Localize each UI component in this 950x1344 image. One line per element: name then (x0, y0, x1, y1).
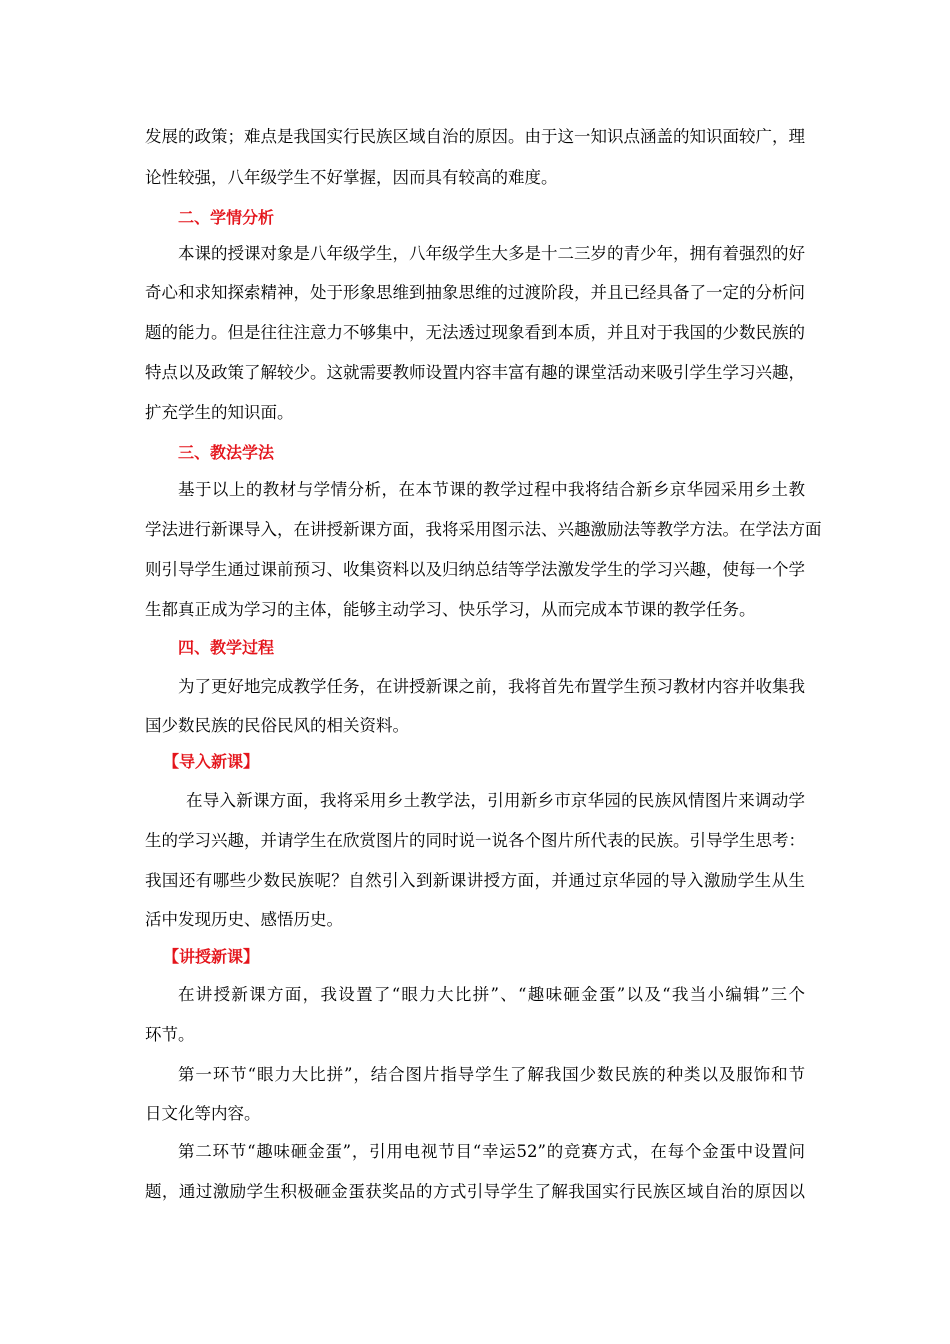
subheading-introduce-new-lesson: 【导入新课】 (163, 752, 260, 771)
paragraph-line: 环节。 (145, 1025, 195, 1044)
paragraph-line: 题，通过激励学生积极砸金蛋获奖品的方式引导学生了解我国实行民族区域自治的原因以 (145, 1182, 805, 1201)
subheading-teach-new-lesson: 【讲授新课】 (163, 947, 260, 966)
paragraph-line: 国少数民族的民俗民风的相关资料。 (145, 716, 409, 735)
paragraph-line: 基于以上的教材与学情分析，在本节课的教学过程中我将结合新乡京华园采用乡土教 (178, 480, 805, 499)
paragraph-line: 在讲授新课方面，我设置了“眼力大比拼”、“趣味砸金蛋”以及“我当小编辑”三个 (178, 985, 805, 1004)
paragraph-line: 学法进行新课导入，在讲授新课方面，我将采用图示法、兴趣激励法等教学方法。在学法方面 (145, 520, 822, 539)
paragraph-line: 生的学习兴趣，并请学生在欣赏图片的同时说一说各个图片所代表的民族。引导学生思考： (145, 831, 805, 850)
paragraph-line: 发展的政策；难点是我国实行民族区域自治的原因。由于这一知识点涵盖的知识面较广，理 (145, 127, 805, 146)
paragraph-line: 日文化等内容。 (145, 1104, 261, 1123)
section-heading-learning-analysis: 二、学情分析 (178, 208, 275, 227)
paragraph-line: 活中发现历史、感悟历史。 (145, 910, 343, 929)
paragraph-line: 题的能力。但是往往注意力不够集中，无法透过现象看到本质，并且对于我国的少数民族的 (145, 323, 805, 342)
paragraph-line: 我国还有哪些少数民族呢？自然引入到新课讲授方面，并通过京华园的导入激励学生从生 (145, 871, 805, 890)
paragraph-line: 第一环节“眼力大比拼”，结合图片指导学生了解我国少数民族的种类以及服饰和节 (178, 1065, 805, 1084)
paragraph-line: 第二环节“趣味砸金蛋”，引用电视节目“幸运52”的竞赛方式，在每个金蛋中设置问 (178, 1142, 805, 1161)
paragraph-line: 生都真正成为学习的主体，能够主动学习、快乐学习，从而完成本节课的教学任务。 (145, 600, 756, 619)
paragraph-line: 扩充学生的知识面。 (145, 403, 294, 422)
paragraph-line: 在导入新课方面，我将采用乡土教学法，引用新乡市京华园的民族风情图片来调动学 (186, 791, 805, 810)
paragraph-line: 为了更好地完成教学任务，在讲授新课之前，我将首先布置学生预习教材内容并收集我 (178, 677, 805, 696)
paragraph-line: 本课的授课对象是八年级学生，八年级学生大多是十二三岁的青少年，拥有着强烈的好 (178, 244, 805, 263)
paragraph-line: 则引导学生通过课前预习、收集资料以及归纳总结等学法激发学生的学习兴趣，使每一个学 (145, 560, 805, 579)
paragraph-line: 特点以及政策了解较少。这就需要教师设置内容丰富有趣的课堂活动来吸引学生学习兴趣， (145, 363, 805, 382)
section-heading-teaching-process: 四、教学过程 (178, 638, 275, 657)
section-heading-teaching-methods: 三、教法学法 (178, 443, 275, 462)
paragraph-line: 论性较强，八年级学生不好掌握，因而具有较高的难度。 (145, 168, 558, 187)
paragraph-line: 奇心和求知探索精神，处于形象思维到抽象思维的过渡阶段，并且已经具备了一定的分析问 (145, 283, 805, 302)
